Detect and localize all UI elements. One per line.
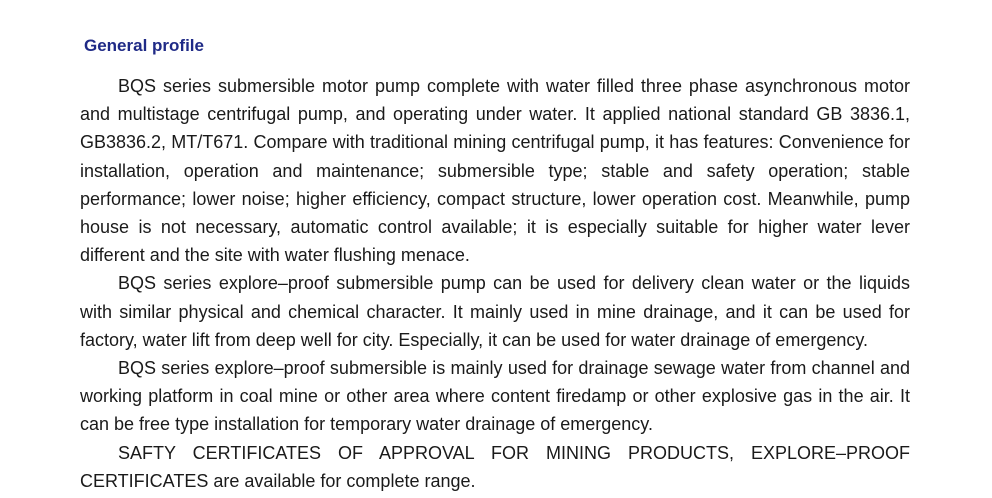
section-heading: General profile: [84, 36, 204, 55]
paragraph-certificates: SAFTY CERTIFICATES OF APPROVAL FOR MINING PRODUCTS, EXPLORE–PROOF CERTIFICATES are available for complete range.: [80, 442, 910, 491]
paragraph-applications: BQS series explore–proof submersible pump can be used for delivery clean water or the liquids with similar physical and chemical character. It mainly used in mine drainage, and it can be used for factory, water lift from deep well for city. Especially, it can be used for water drainage of emergency.: [80, 273, 910, 350]
paragraph-coal-mine-usage: BQS series explore–proof submersible is mainly used for drainage sewage water from channel and working platform in coal mine or other area where content firedamp or other explosive gas in the air. It can be free type installation for temporary water drainage of emergency.: [80, 358, 910, 435]
paragraph-overview: BQS series submersible motor pump complete with water filled three phase asynchronous motor and multistage centrifugal pump, and operating under water. It applied national standard GB 3836.1, GB3836.2, MT/T671. Compare with traditional mining centrifugal pump, it has features: Convenience for installation, operation and maintenance; submersible type; stable and safety operation; stable performance; lower noise; higher efficiency, compact structure, lower operation cost. Meanwhile, pump house is not necessary, automatic control available; it is especially suitable for higher water lever different and the site with water flushing menace.: [80, 76, 910, 266]
body-text: [80, 72, 910, 495]
